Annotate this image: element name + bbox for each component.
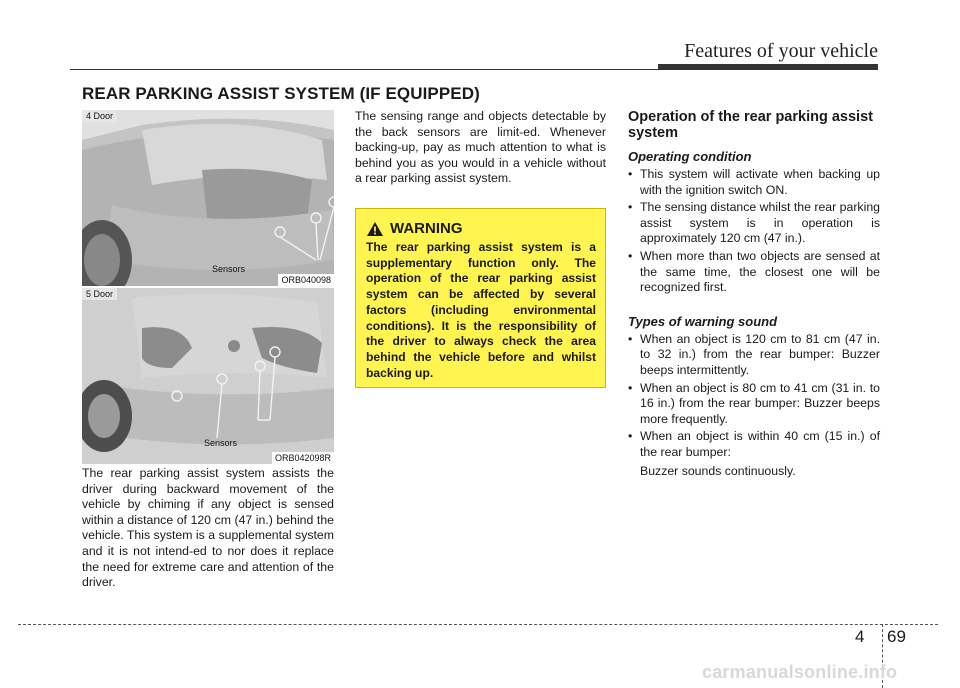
warning-box: [355, 208, 606, 388]
figure-code: ORB040098: [278, 274, 334, 286]
operation-column: [628, 109, 880, 479]
operating-condition-title: Operating condition: [628, 149, 752, 164]
list-item: • When an object is within 40 cm (15 in.) of the rear bumper:: [628, 429, 880, 460]
list-item: • When an object is 80 cm to 41 cm (31 in. to 16 in.) from the rear bumper: Buzzer beeps more frequently.: [628, 381, 880, 428]
sedan-rear-illustration: [82, 110, 334, 286]
section-title: REAR PARKING ASSIST SYSTEM (IF EQUIPPED): [82, 84, 480, 103]
figure-code: ORB042098R: [272, 452, 334, 464]
figure-4-door: [82, 110, 334, 286]
watermark-text: carmanualsonline.info: [702, 662, 898, 682]
sensing-range-paragraph: The sensing range and objects detectable by the back sensors are limit-ed. Whenever backing-up, pay as much attention to what is behind you as you would in a vehicle without a rear parking assist system.: [355, 109, 606, 186]
warning-text: The rear parking assist system is a supplementary function only. The operation of the rear parking assist system can be affected by several factors (including environmental conditions). It is the responsibility of the driver to always check the area behind the vehicle before and whilst backing up.: [366, 240, 596, 380]
running-header-title: Features of your vehicle: [684, 40, 878, 62]
list-item: • This system will activate when backing up with the ignition switch ON.: [628, 167, 880, 198]
warning-title: WARNING: [390, 220, 463, 237]
page-number: 69: [887, 627, 906, 646]
operation-heading: Operation of the rear parking assist system: [628, 109, 873, 141]
footer-rule: [18, 624, 938, 625]
warning-triangle-icon: [366, 221, 384, 237]
intro-paragraph: The rear parking assist system assists the driver during backward movement of the vehicle by chiming if any object is sensed within a distance of 120 cm (47 in.) behind the vehicle. This system is a supplemental system and it is not intend-ed to nor does it replace the need for extreme care and attention of the driver.: [82, 466, 334, 590]
warning-sound-continuation: Buzzer sounds continuously.: [640, 463, 796, 478]
warning-sound-list: [628, 332, 880, 461]
warning-sound-title: Types of warning sound: [628, 313, 778, 329]
list-item: • The sensing distance whilst the rear parking assist system is in operation is approximately 120 cm (47 in.).: [628, 200, 880, 247]
sensors-callout: Sensors: [204, 438, 238, 448]
header-thin-rule: [70, 69, 878, 70]
sensors-callout: Sensors: [212, 264, 246, 274]
figure-5-door: [82, 288, 334, 464]
warning-header: [366, 220, 596, 237]
section-number: 4: [855, 627, 865, 646]
list-item: • When more than two objects are sensed at the same time, the closest one will be recognized first.: [628, 249, 880, 296]
figure-tag: 4 Door: [82, 110, 117, 122]
operating-condition-list: [628, 167, 880, 296]
list-item: • When an object is 120 cm to 81 cm (47 in. to 32 in.) from the rear bumper: Buzzer beeps intermittently.: [628, 332, 880, 379]
figure-tag: 5 Door: [82, 288, 117, 300]
